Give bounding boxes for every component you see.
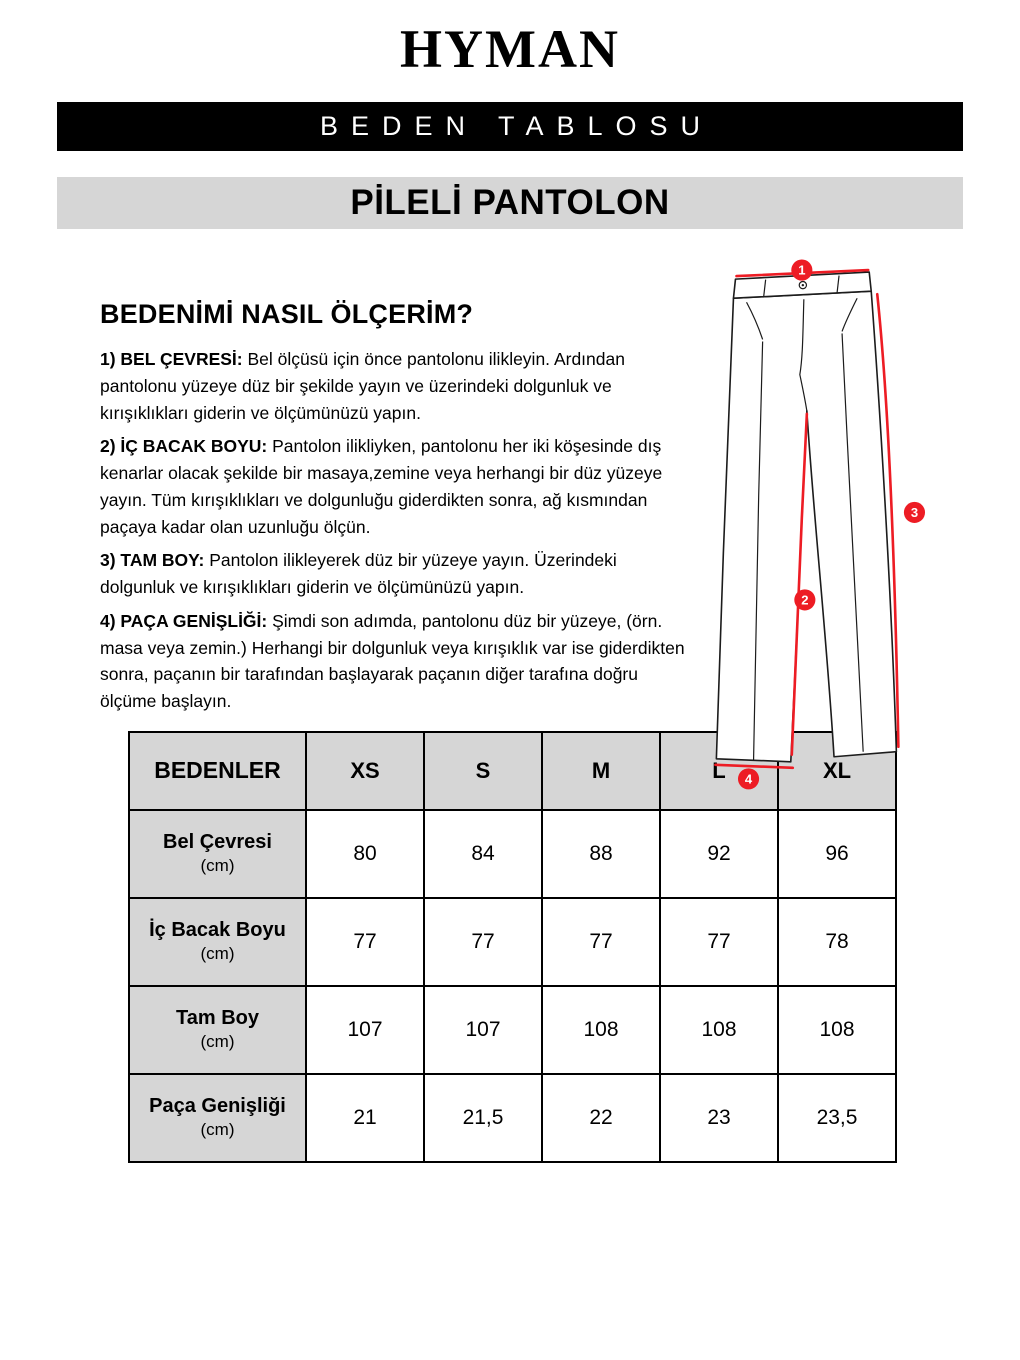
pants-line-drawing — [688, 258, 974, 801]
table-header-bedenler: BEDENLER — [129, 732, 306, 810]
size-col-s: S — [424, 732, 542, 810]
size-value: 108 — [778, 986, 896, 1074]
marker-4-hem-width — [738, 768, 759, 789]
svg-text:2: 2 — [801, 592, 809, 608]
row-label-unit: (cm) — [200, 944, 235, 964]
banner-size-table-label: BEDEN TABLOSU — [319, 111, 714, 141]
size-value: 21 — [306, 1074, 424, 1162]
instruction-1-label: 1) BEL ÇEVRESİ: — [100, 349, 243, 369]
size-col-l: L — [660, 732, 778, 810]
row-label-text: İç Bacak Boyu — [149, 919, 286, 942]
size-value: 77 — [306, 898, 424, 986]
waist-button-dot — [802, 284, 804, 286]
size-value: 77 — [542, 898, 660, 986]
instruction-2-text: Pantolon ilikliyken, pantolonu her iki köşesinde dış kenarlar olacak şekilde bir masaya,zemine veya herhangi bir düz yüzeye yayın. Tüm kırışıklıkları ve dolgunluğu giderdikten sonra, ağ kısmından paçaya kadar olan uzunluğu ölçün. — [100, 436, 663, 537]
instruction-item-1 — [100, 346, 692, 426]
table-row-tam-boy — [129, 986, 896, 1074]
size-value: 96 — [778, 810, 896, 898]
size-col-xl: XL — [778, 732, 896, 810]
row-label-tam-boy — [129, 986, 306, 1074]
row-label-bel-cevresi — [129, 810, 306, 898]
size-value: 107 — [306, 986, 424, 1074]
size-col-xs: XS — [306, 732, 424, 810]
pants-measure-diagram — [688, 258, 988, 803]
instruction-3-text: Pantolon ilikleyerek düz bir yüzeye yayın. Üzerindeki dolgunluk ve kırışıklıkları giderin ve ölçümünüzü yapın. — [100, 550, 617, 598]
row-label-text: Paça Genişliği — [149, 1095, 286, 1118]
table-row-paca-genisligi — [129, 1074, 896, 1162]
instructions-title: BEDENİMİ NASIL ÖLÇERİM? — [100, 299, 474, 329]
size-value: 78 — [778, 898, 896, 986]
row-label-unit: (cm) — [200, 1120, 235, 1140]
hem-measure-line — [715, 765, 792, 768]
row-label-unit: (cm) — [200, 1032, 235, 1052]
row-label-text: Bel Çevresi — [163, 831, 272, 854]
pants-outline — [716, 272, 896, 762]
instruction-item-2 — [100, 433, 692, 540]
size-value: 92 — [660, 810, 778, 898]
size-value: 23,5 — [778, 1074, 896, 1162]
brand-logo: HYMAN — [400, 19, 620, 79]
marker-3-full-length — [904, 502, 925, 523]
size-value: 22 — [542, 1074, 660, 1162]
row-label-paca-genisligi — [129, 1074, 306, 1162]
svg-text:4: 4 — [744, 771, 753, 787]
size-value: 80 — [306, 810, 424, 898]
row-label-text: Tam Boy — [176, 1007, 259, 1030]
size-col-m: M — [542, 732, 660, 810]
svg-text:3: 3 — [910, 504, 919, 520]
instruction-4-text: Şimdi son adımda, pantolonu düz bir yüzeye, (örn. masa veya zemin.) Herhangi bir dolgunluk veya kırışıklık var ise giderdikten sonra, paçanın bir tarafından başlayarak paçanın diğer tarafına doğru ölçüme başlayın. — [100, 610, 685, 712]
instruction-4-label: 4) PAÇA GENİŞLİĞİ: — [100, 610, 268, 631]
instruction-2-label: 2) İÇ BACAK BOYU: — [100, 436, 268, 457]
instruction-item-4 — [100, 608, 692, 715]
row-label-unit: (cm) — [200, 856, 235, 876]
banner-size-table — [57, 102, 963, 151]
instruction-1-text: Bel ölçüsü için önce pantolonu ilikleyin. Ardından pantolonu yüzeye düz bir şekilde yayın ve üzerindeki dolgunluk ve kırışıklıkları giderin ve ölçümünüzü yapın. — [100, 349, 625, 423]
size-value: 77 — [424, 898, 542, 986]
size-value: 108 — [542, 986, 660, 1074]
row-label-ic-bacak-boyu — [129, 898, 306, 986]
svg-text:1: 1 — [798, 262, 806, 278]
size-value: 21,5 — [424, 1074, 542, 1162]
size-value: 77 — [660, 898, 778, 986]
size-value: 108 — [660, 986, 778, 1074]
table-row-ic-bacak-boyu — [129, 898, 896, 986]
size-value: 23 — [660, 1074, 778, 1162]
instruction-item-3 — [100, 547, 692, 601]
size-value: 84 — [424, 810, 542, 898]
measure-instructions — [0, 229, 700, 715]
banner-product-name — [57, 177, 963, 229]
marker-2-inseam — [794, 589, 815, 610]
banner-product-name-label: PİLELİ PANTOLON — [350, 183, 670, 222]
instruction-3-label: 3) TAM BOY: — [100, 550, 205, 571]
table-row-bel-cevresi — [129, 810, 896, 898]
size-value: 107 — [424, 986, 542, 1074]
marker-1-waist — [791, 260, 812, 281]
size-value: 88 — [542, 810, 660, 898]
